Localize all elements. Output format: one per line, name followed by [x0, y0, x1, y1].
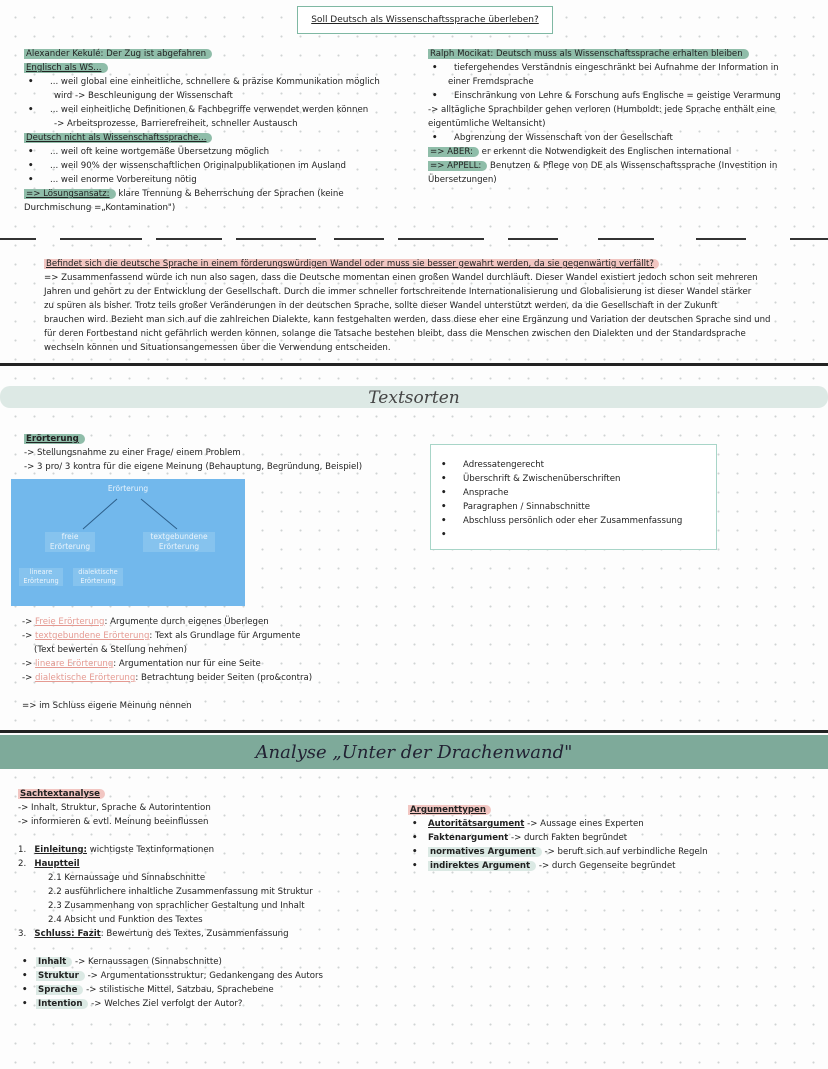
- divider: [0, 238, 36, 240]
- list-item: • ... weil oft keine wortgemäße Übersetzung möglich: [24, 145, 414, 159]
- divider: [508, 238, 558, 240]
- divider: [334, 238, 384, 240]
- analyse-title: Analyse „Unter der Drachenwand": [255, 742, 573, 763]
- list-item: • Faktenargument -> durch Fakten begründet: [408, 831, 808, 845]
- eroerterung-line: -> Stellungsnahme zu einer Frage/ einem Problem: [24, 448, 241, 458]
- answer-line: wechseln können und Situationsangemessen über die Verwendung entscheiden.: [44, 343, 391, 353]
- answer-line: => Zusammenfassend würde ich nun also sagen, dass die Deutsche momentan einen großen Wandel durchläuft. Dieser Wandel existiert jedoch schon seit mehreren: [44, 273, 758, 283]
- divider: [598, 238, 654, 240]
- list-item: • Inhalt -> Kernaussagen (Sinnabschnitte): [18, 955, 398, 969]
- list-item: • Autoritätsargument -> Aussage eines Experten: [408, 817, 808, 831]
- argumenttypen-section: [408, 803, 808, 873]
- divider: [156, 238, 222, 240]
- eroerterung-section: [24, 432, 424, 474]
- eroerterung-heading: Erörterung: [24, 434, 85, 444]
- divider: [790, 238, 828, 240]
- loesung-line-cont: Durchmischung =„Kontamination"): [24, 203, 176, 213]
- answer-line: Jahren und gehört zu der Entwicklung der Gesellschaft. Durch die immer schneller fortschreitende Internationalisierung und Globalisierung ist dieser Wandel stärker: [44, 287, 752, 297]
- list-item: • Intention -> Welches Ziel verfolgt der Autor?: [18, 997, 398, 1011]
- list-item: • tiefergehendes Verständnis eingeschränkt bei Aufnahme der Information in: [428, 61, 820, 75]
- box-item: • Ansprache: [437, 486, 716, 500]
- list-item: • ... weil global eine einheitliche, schnellere & präzise Kommunikation möglich: [24, 75, 414, 89]
- divider: [60, 238, 142, 240]
- answer-line: zu spüren als bisher. Trotz teils großer Veränderungen in der deutschen Sprache, sollte dieser Wandel unterstützt werden, da die Gesellschaft in der Zukunft: [44, 301, 718, 311]
- list-item-cont: eigentümliche Weltansicht): [428, 119, 546, 129]
- list-item-cont: einer Fremdsprache: [448, 77, 534, 87]
- section-rule: [0, 363, 828, 366]
- schluss-line: => im Schluss eigene Meinung nennen: [22, 701, 192, 711]
- appell-line-cont: Übersetzungen): [428, 175, 497, 185]
- diagram-node-dialektische: dialektische Erörterung: [73, 568, 123, 586]
- sub-item: 2.1 Kernaussage und Sinnabschnitte: [48, 873, 206, 883]
- question-section: [44, 257, 814, 355]
- list-item: • ... weil enorme Vorbereitung nötig: [24, 173, 414, 187]
- numbered-item: 3. Schluss: Fazit: Bewertung des Textes, Zusammenfassung: [18, 929, 289, 939]
- sub-item: 2.3 Zusammenhang von sprachlicher Gestaltung und Inhalt: [48, 901, 305, 911]
- list-item: • Abgrenzung der Wissenschaft von der Gesellschaft: [428, 131, 820, 145]
- englisch-subheading: Englisch als WS...: [24, 63, 108, 73]
- list-item: • Sprache -> stilistische Mittel, Satzbau, Sprachebene: [18, 983, 398, 997]
- definition-line: -> textgebundene Erörterung: Text als Grundlage für Argumente: [22, 631, 301, 641]
- divider: [398, 238, 484, 240]
- deutsch-subheading: Deutsch nicht als Wissenschaftssprache...: [24, 133, 212, 143]
- list-item: • ... weil 90% der wissenschaftlichen Originalpublikationen im Ausland: [24, 159, 414, 173]
- numbered-item: 1. Einleitung: wichtigste Textinformationen: [18, 845, 215, 855]
- divider: [696, 238, 746, 240]
- box-item: • Adressatengerecht: [437, 458, 716, 472]
- definitions: [22, 615, 442, 713]
- appell-line: => APPELL: Benutzen & Pflege von DE als Wissenschaftssprache (Investition in: [430, 161, 778, 171]
- diagram-node-textgebundene: textgebundene Erörterung: [143, 532, 215, 552]
- box-item: • Überschrift & Zwischenüberschriften: [437, 472, 716, 486]
- box-item: • Abschluss persönlich oder eher Zusammenfassung: [437, 514, 716, 528]
- definition-line: (Text bewerten & Stellung nehmen): [34, 645, 187, 655]
- textsorten-title: Textsorten: [368, 388, 460, 408]
- list-item: -> alltägliche Sprachbilder gehen verloren (Humboldt: jede Sprache enthält eine: [428, 105, 776, 115]
- sachtextanalyse-section: [18, 787, 398, 1011]
- answer-line: für deren Fortbestand nicht gefährlich werden können, solange die Tatsache bestehen bleibt, dass die Menschen zwischen den Dialekten und der Standardsprache: [44, 329, 746, 339]
- definition-line: -> Freie Erörterung: Argumente durch eigenes Überlegen: [22, 617, 269, 627]
- list-item: • Einschränkung von Lehre & Forschung aufs Englische = geistige Verarmung: [428, 89, 820, 103]
- sub-item: 2.2 ausführlichere inhaltliche Zusammenfassung mit Struktur: [48, 887, 313, 897]
- definition-line: -> dialektische Erörterung: Betrachtung beider Seiten (pro&contra): [22, 673, 313, 683]
- page-title: Soll Deutsch als Wissenschaftssprache überleben?: [297, 6, 553, 34]
- list-item-cont: wird -> Beschleunigung der Wissenschaft: [54, 91, 233, 101]
- merkmale-box: [430, 444, 717, 550]
- diagram-node-freie: freie Erörterung: [45, 532, 95, 552]
- kekule-heading: Alexander Kekulé: Der Zug ist abgefahren: [24, 49, 212, 59]
- numbered-item: 2. Hauptteil: [18, 859, 80, 869]
- mocikat-heading: Ralph Mocikat: Deutsch muss als Wissenschaftssprache erhalten bleiben: [428, 49, 749, 59]
- connector-line: [141, 499, 177, 529]
- kekule-section: [24, 47, 414, 215]
- loesung-line: => Lösungsansatz: klare Trennung & Beherrschung der Sprachen (keine: [26, 189, 344, 199]
- divider: [236, 238, 316, 240]
- mocikat-section: [428, 47, 820, 187]
- aber-line: => ABER: er erkennt die Notwendigkeit des Englischen international: [430, 147, 732, 157]
- list-item: • indirektes Argument -> durch Gegenseite begründet: [408, 859, 808, 873]
- argumenttypen-heading: Argumenttypen: [408, 805, 491, 815]
- connector-line: [83, 499, 117, 529]
- definition-line: -> lineare Erörterung: Argumentation nur für eine Seite: [22, 659, 261, 669]
- list-item: • normatives Argument -> beruft sich auf verbindliche Regeln: [408, 845, 808, 859]
- sachtextanalyse-heading: Sachtextanalyse: [18, 789, 105, 799]
- list-item: • ... weil einheitliche Definitionen & Fachbegriffe verwendet werden können: [24, 103, 414, 117]
- box-item-empty: [437, 528, 716, 542]
- diagram-node-root: Erörterung: [107, 484, 149, 493]
- eroerterung-line: -> 3 pro/ 3 kontra für die eigene Meinung (Behauptung, Begründung, Beispiel): [24, 462, 363, 472]
- question-heading: Befindet sich die deutsche Sprache in einem förderungswürdigen Wandel oder muss sie besser gewahrt werden, da sie gegenwärtig verfällt?: [44, 259, 659, 269]
- list-item: • Struktur -> Argumentationsstruktur; Gedankengang des Autors: [18, 969, 398, 983]
- box-item: • Paragraphen / Sinnabschnitte: [437, 500, 716, 514]
- list-item-cont: -> Arbeitsprozesse, Barrierefreiheit, schneller Austausch: [54, 119, 298, 129]
- diagram-node-lineare: lineare Erörterung: [19, 568, 63, 586]
- eroerterung-diagram: [11, 479, 245, 606]
- answer-line: brauchen wird. Bezieht man sich auf die zahlreichen Dialekte, kann festgehalten werden, dass diese eher eine Ergänzung und Variation der deutschen Sprache sind und: [44, 315, 771, 325]
- section-rule: [0, 730, 828, 733]
- analyse-line: -> Inhalt, Struktur, Sprache & Autorintention: [18, 803, 211, 813]
- analyse-line: -> informieren & evtl. Meinung beeinflussen: [18, 817, 209, 827]
- sub-item: 2.4 Absicht und Funktion des Textes: [48, 915, 203, 925]
